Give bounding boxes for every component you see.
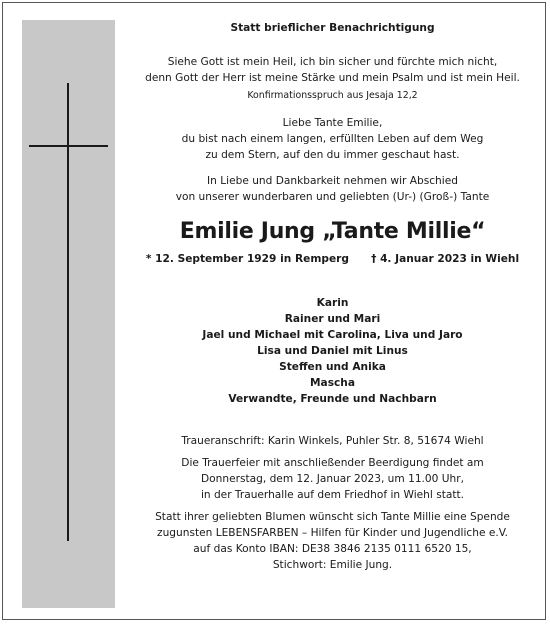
mourner-line: Verwandte, Freunde und Nachbarn xyxy=(228,393,437,405)
mourning-address: Traueranschrift: Karin Winkels, Puhler Str. 8, 51674 Wiehl xyxy=(181,435,484,447)
verse-line: Siehe Gott ist mein Heil, ich bin sicher und fürchte mich nicht, xyxy=(167,56,498,68)
mourner-line: Mascha xyxy=(310,377,355,389)
address-line: Liebe Tante Emilie, xyxy=(282,117,383,129)
mourner-line: Karin xyxy=(316,297,349,309)
deceased-name: Emilie Jung „Tante Millie“ xyxy=(179,219,486,244)
ceremony-line: Die Trauerfeier mit anschließender Beerdigung findet am xyxy=(181,457,484,469)
donation-line: Stichwort: Emilie Jung. xyxy=(272,559,393,571)
mourner-line: Rainer und Mari xyxy=(284,313,381,325)
donation-line: auf das Konto IBAN: DE38 3846 2135 0111 6520 15, xyxy=(193,543,472,555)
mourner-line: Jael und Michael mit Carolina, Liva und Jaro xyxy=(202,329,463,341)
ceremony-line: Donnerstag, dem 12. Januar 2023, um 11.00 Uhr, xyxy=(201,473,464,485)
address-line: du bist nach einem langen, erfüllten Leben auf dem Weg xyxy=(181,133,484,145)
mourner-line: Lisa und Daniel mit Linus xyxy=(257,345,408,357)
farewell-line: In Liebe und Dankbarkeit nehmen wir Abschied xyxy=(207,175,458,187)
donation-line: zugunsten LEBENSFARBEN – Hilfen für Kinder und Jugendliche e.V. xyxy=(157,527,508,539)
address-line: zu dem Stern, auf den du immer geschaut hast. xyxy=(205,149,460,161)
life-dates xyxy=(145,251,520,267)
mourner-line: Steffen und Anika xyxy=(279,361,386,373)
birth-date: * 12. September 1929 in Remperg xyxy=(145,253,349,265)
ceremony-line: in der Trauerhalle auf dem Friedhof in Wiehl statt. xyxy=(200,489,465,501)
verse-line: denn Gott der Herr ist meine Stärke und mein Psalm und ist mein Heil. xyxy=(145,72,520,84)
notice-content xyxy=(145,20,520,573)
donation-line: Statt ihrer geliebten Blumen wünscht sich Tante Millie eine Spende xyxy=(155,511,510,523)
cross-icon xyxy=(67,83,69,541)
cross-icon-bar xyxy=(29,145,108,147)
farewell-line: von unserer wunderbaren und geliebten (Ur-) (Groß-) Tante xyxy=(175,191,490,203)
death-date: † 4. Januar 2023 in Wiehl xyxy=(371,253,520,265)
notice-header: Statt brieflicher Benachrichtigung xyxy=(230,22,435,34)
verse-source: Konfirmationsspruch aus Jesaja 12,2 xyxy=(247,90,418,101)
